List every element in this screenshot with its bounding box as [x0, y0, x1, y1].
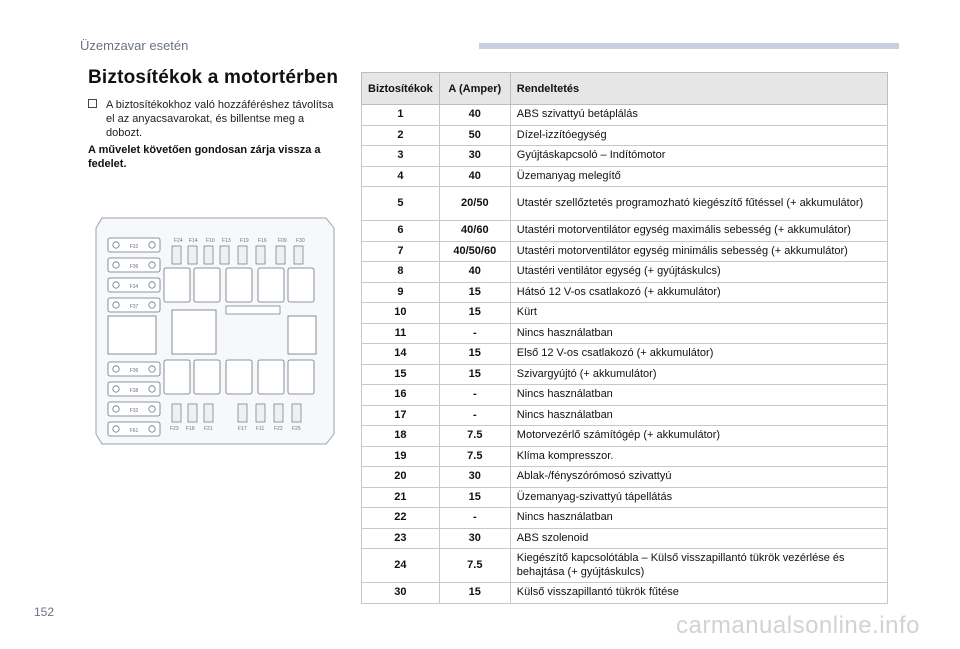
purpose-cell: Nincs használatban [510, 405, 887, 426]
fuse-label: F21 [204, 426, 213, 432]
purpose-cell: Külső visszapillantó tükrök fűtése [510, 583, 887, 604]
fuse-number-cell: 16 [362, 385, 440, 406]
relay [164, 360, 190, 394]
ampere-cell: 40/60 [439, 221, 510, 242]
header-fuse: Biztosítékok [362, 73, 440, 105]
mini-fuse [238, 404, 247, 422]
ampere-cell: 7.5 [439, 549, 510, 583]
fuse-label: F32 [129, 244, 139, 250]
fuse-label: F61 [129, 428, 139, 434]
fuse-label: F36 [129, 368, 139, 374]
header-section-title: Üzemzavar esetén [80, 38, 189, 53]
relay [288, 360, 314, 394]
fuse-number-cell: 4 [362, 166, 440, 187]
table-row [362, 364, 888, 385]
relay [172, 310, 216, 354]
purpose-cell: Klíma kompresszor. [510, 446, 887, 467]
table-row [362, 282, 888, 303]
ampere-cell: 50 [439, 125, 510, 146]
fuse-number-cell: 9 [362, 282, 440, 303]
purpose-cell: Utastér szellőztetés programozható kiegészítő fűtéssel (+ akkumulátor) [510, 187, 887, 221]
watermark: carmanualsonline.info [676, 612, 920, 639]
relay [164, 268, 190, 302]
ampere-cell: 30 [439, 146, 510, 167]
ampere-cell: 30 [439, 528, 510, 549]
table-row [362, 221, 888, 242]
fuse-number-cell: 23 [362, 528, 440, 549]
fuse-number-cell: 8 [362, 262, 440, 283]
mini-fuse [274, 404, 283, 422]
table-row [362, 583, 888, 604]
ampere-cell: - [439, 405, 510, 426]
purpose-cell: ABS szivattyú betáplálás [510, 105, 887, 126]
purpose-cell: Dízel-izzítóegység [510, 125, 887, 146]
fuse-number-cell: 15 [362, 364, 440, 385]
table-row [362, 105, 888, 126]
fuse-number-cell: 21 [362, 487, 440, 508]
fuse-number-cell: 5 [362, 187, 440, 221]
fuse-box-diagram [88, 212, 340, 448]
mini-fuse [188, 246, 197, 264]
purpose-cell: Ablak-/fényszórómosó szivattyú [510, 467, 887, 488]
table-row [362, 146, 888, 167]
ampere-cell: 40 [439, 105, 510, 126]
fuse-number-cell: 10 [362, 303, 440, 324]
purpose-cell: ABS szolenoid [510, 528, 887, 549]
mini-fuse [238, 246, 247, 264]
table-row [362, 344, 888, 365]
table-row [362, 549, 888, 583]
fuse-label: F13 [222, 238, 231, 244]
fuse-label: F24 [174, 238, 183, 244]
fuse-label: F32 [129, 408, 139, 414]
page-title: Biztosítékok a motortérben [88, 67, 339, 88]
fuse-label: F37 [129, 304, 139, 310]
ampere-cell: 15 [439, 583, 510, 604]
purpose-cell: Hátsó 12 V-os csatlakozó (+ akkumulátor) [510, 282, 887, 303]
mini-fuse [188, 404, 197, 422]
purpose-cell: Nincs használatban [510, 385, 887, 406]
relay [226, 360, 252, 394]
table-row [362, 385, 888, 406]
table-row [362, 528, 888, 549]
ampere-cell: 15 [439, 344, 510, 365]
mini-fuse [204, 404, 213, 422]
ampere-cell: 40 [439, 262, 510, 283]
fuse-label: F22 [274, 426, 283, 432]
table-row [362, 487, 888, 508]
mini-fuse [256, 246, 265, 264]
fuse-number-cell: 17 [362, 405, 440, 426]
relay [194, 268, 220, 302]
relay [288, 268, 314, 302]
fuse-number-cell: 3 [362, 146, 440, 167]
table-header-row [362, 73, 888, 105]
relay [258, 360, 284, 394]
ampere-cell: 15 [439, 282, 510, 303]
purpose-cell: Nincs használatban [510, 323, 887, 344]
fuse-label: F23 [170, 426, 179, 432]
instruction-text: A biztosítékokhoz való hozzáféréshez távolítsa el az anyacsavarokat, és billentse meg a dobozt. [106, 99, 334, 140]
table-row [362, 467, 888, 488]
fuse-number-cell: 14 [362, 344, 440, 365]
purpose-cell: Nincs használatban [510, 508, 887, 529]
fuse-label: F16 [258, 238, 267, 244]
ampere-cell: 7.5 [439, 426, 510, 447]
purpose-cell: Kiegészítő kapcsolótábla – Külső visszapillantó tükrök vezérlése és behajtása (+ gyújtáskulcs) [510, 549, 887, 583]
fuse-label: F36 [129, 264, 139, 270]
checkbox-icon [88, 99, 97, 108]
fuse-label: F09 [278, 238, 287, 244]
purpose-cell: Kürt [510, 303, 887, 324]
purpose-cell: Utastéri motorventilátor egység minimális sebesség (+ akkumulátor) [510, 241, 887, 262]
purpose-cell: Üzemanyag-szivattyú tápellátás [510, 487, 887, 508]
relay [194, 360, 220, 394]
relay [258, 268, 284, 302]
fuse-number-cell: 20 [362, 467, 440, 488]
header-purpose: Rendeltetés [510, 73, 887, 105]
fuse-number-cell: 2 [362, 125, 440, 146]
relay-block [108, 316, 156, 354]
fuse-label: F34 [129, 284, 139, 290]
fuse-label: F17 [238, 426, 247, 432]
ampere-cell: 20/50 [439, 187, 510, 221]
relay [288, 316, 316, 354]
ampere-cell: - [439, 385, 510, 406]
fuse-table [361, 72, 888, 604]
purpose-cell: Üzemanyag melegítő [510, 166, 887, 187]
bus-bar [226, 306, 280, 314]
fuse-label: F10 [206, 238, 215, 244]
mini-fuse [294, 246, 303, 264]
ampere-cell: 40/50/60 [439, 241, 510, 262]
fuse-number-cell: 11 [362, 323, 440, 344]
ampere-cell: 15 [439, 364, 510, 385]
table-row [362, 166, 888, 187]
fuse-number-cell: 30 [362, 583, 440, 604]
ampere-cell: 40 [439, 166, 510, 187]
table-row [362, 426, 888, 447]
fuse-number-cell: 1 [362, 105, 440, 126]
fuse-label: F25 [292, 426, 301, 432]
purpose-cell: Gyújtáskapcsoló – Indítómotor [510, 146, 887, 167]
table-row [362, 446, 888, 467]
purpose-cell: Szivargyújtó (+ akkumulátor) [510, 364, 887, 385]
mini-fuse [220, 246, 229, 264]
table-row [362, 303, 888, 324]
ampere-cell: 15 [439, 487, 510, 508]
ampere-cell: - [439, 508, 510, 529]
table-row [362, 508, 888, 529]
table-row [362, 405, 888, 426]
purpose-cell: Utastéri motorventilátor egység maximális sebesség (+ akkumulátor) [510, 221, 887, 242]
page-number: 152 [34, 605, 55, 619]
ampere-cell: 7.5 [439, 446, 510, 467]
header-bar [479, 43, 899, 49]
header-ampere: A (Amper) [439, 73, 510, 105]
purpose-cell: Motorvezérlő számítógép (+ akkumulátor) [510, 426, 887, 447]
fuse-label: F38 [129, 388, 139, 394]
table-row [362, 241, 888, 262]
fuse-number-cell: 7 [362, 241, 440, 262]
fuse-number-cell: 6 [362, 221, 440, 242]
fuse-label: F14 [189, 238, 198, 244]
mini-fuse [292, 404, 301, 422]
ampere-cell: - [439, 323, 510, 344]
mini-fuse [172, 246, 181, 264]
fuse-number-cell: 18 [362, 426, 440, 447]
table-row [362, 125, 888, 146]
mini-fuse [276, 246, 285, 264]
purpose-cell: Első 12 V-os csatlakozó (+ akkumulátor) [510, 344, 887, 365]
relay [226, 268, 252, 302]
mini-fuse [204, 246, 213, 264]
ampere-cell: 15 [439, 303, 510, 324]
ampere-cell: 30 [439, 467, 510, 488]
table-row [362, 323, 888, 344]
fuse-label: F19 [240, 238, 249, 244]
table-row [362, 262, 888, 283]
mini-fuse [256, 404, 265, 422]
fuse-label: F11 [256, 426, 265, 432]
fuse-label: F30 [296, 238, 305, 244]
mini-fuse [172, 404, 181, 422]
purpose-cell: Utastéri ventilátor egység (+ gyújtáskulcs) [510, 262, 887, 283]
instruction [88, 98, 338, 141]
table-row [362, 187, 888, 221]
fuse-number-cell: 19 [362, 446, 440, 467]
fuse-number-cell: 22 [362, 508, 440, 529]
fuse-label: F18 [186, 426, 195, 432]
closing-note: A művelet követően gondosan zárja vissza a fedelet. [88, 144, 321, 171]
fuse-number-cell: 24 [362, 549, 440, 583]
